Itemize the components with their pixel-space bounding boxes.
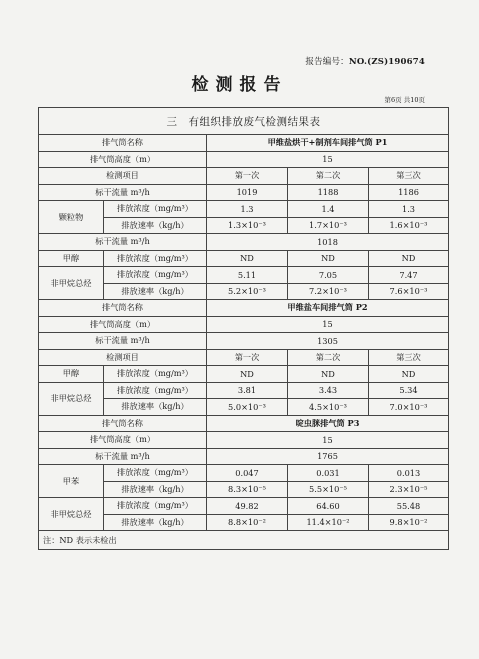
conc-label: 排放浓度（mg/m³） [104, 250, 207, 267]
report-number [305, 55, 425, 67]
stack-name-p2: 甲维盐车间排气筒 P2 [207, 300, 449, 317]
conc-label: 排放浓度（mg/m³） [104, 267, 207, 284]
stack-height-p2: 15 [207, 316, 449, 333]
stack-name-label: 排气筒名称 [39, 300, 207, 317]
stack-name-p3: 啶虫脒排气筒 P3 [207, 415, 449, 432]
stack-height-p3: 15 [207, 432, 449, 449]
table-cell: 1.3×10⁻³ [207, 217, 288, 234]
pollutant-methanol: 甲醇 [39, 250, 104, 267]
table-row [39, 349, 449, 366]
table-row [39, 316, 449, 333]
table-cell: 0.047 [207, 465, 288, 482]
table-cell: 2.3×10⁻⁵ [369, 481, 449, 498]
table-cell: 1.6×10⁻³ [369, 217, 449, 234]
run3-header: 第三次 [369, 168, 449, 185]
footnote: 注：ND 表示未检出 [39, 531, 449, 550]
results-table [38, 107, 449, 550]
table-cell: ND [288, 250, 369, 267]
table-cell: 0.013 [369, 465, 449, 482]
std-flow-label: 标干流量 m³/h [39, 333, 207, 350]
table-cell: 5.34 [369, 382, 449, 399]
table-row [39, 448, 449, 465]
run3-header: 第三次 [369, 349, 449, 366]
pollutant-nmhc: 非甲烷总烃 [39, 498, 104, 531]
table-cell: 1.4 [288, 201, 369, 218]
run1-header: 第一次 [207, 168, 288, 185]
table-cell: 7.6×10⁻³ [369, 283, 449, 300]
table-cell: 1.3 [207, 201, 288, 218]
stack-name-label: 排气筒名称 [39, 135, 207, 152]
table-row [39, 267, 449, 284]
rate-label: 排放速率（kg/h） [104, 514, 207, 531]
table-row [39, 250, 449, 267]
table-cell: 1188 [288, 184, 369, 201]
table-cell: 7.47 [369, 267, 449, 284]
stack-height-label: 排气筒高度（m） [39, 316, 207, 333]
page-title: 检测报告 [191, 75, 288, 95]
report-number-label: 报告编号： [305, 57, 349, 67]
table-cell: ND [369, 250, 449, 267]
table-row [39, 151, 449, 168]
table-cell: 5.5×10⁻⁵ [288, 481, 369, 498]
conc-label: 排放浓度（mg/m³） [104, 382, 207, 399]
test-item-label: 检测项目 [39, 168, 207, 185]
conc-label: 排放浓度（mg/m³） [104, 201, 207, 218]
table-cell: 1186 [369, 184, 449, 201]
table-row [39, 201, 449, 218]
table-cell: 64.60 [288, 498, 369, 515]
test-item-label: 检测项目 [39, 349, 207, 366]
stack-height-p1: 15 [207, 151, 449, 168]
table-row [39, 135, 449, 152]
table-row [39, 498, 449, 515]
stack-name-p1: 甲维盐烘干+制剂车间排气筒 P1 [207, 135, 449, 152]
std-flow-label: 标干流量 m³/h [39, 448, 207, 465]
table-row [39, 415, 449, 432]
std-flow-label: 标干流量 m³/h [39, 234, 207, 251]
run1-header: 第一次 [207, 349, 288, 366]
table-cell: 55.48 [369, 498, 449, 515]
table-cell: 11.4×10⁻² [288, 514, 369, 531]
run2-header: 第二次 [288, 168, 369, 185]
stack-height-label: 排气筒高度（m） [39, 432, 207, 449]
table-cell: 1.7×10⁻³ [288, 217, 369, 234]
conc-label: 排放浓度（mg/m³） [104, 465, 207, 482]
table-row [39, 366, 449, 383]
table-row [39, 382, 449, 399]
table-cell: 8.3×10⁻⁵ [207, 481, 288, 498]
table-row [39, 465, 449, 482]
table-cell: 7.0×10⁻³ [369, 399, 449, 416]
table-row [39, 168, 449, 185]
table-cell: ND [207, 366, 288, 383]
pollutant-nmhc: 非甲烷总烃 [39, 382, 104, 415]
pollutant-methanol: 甲醇 [39, 366, 104, 383]
table-cell: 1018 [207, 234, 449, 251]
rate-label: 排放速率（kg/h） [104, 399, 207, 416]
table-cell: 9.8×10⁻² [369, 514, 449, 531]
table-row [39, 234, 449, 251]
table-cell: 5.0×10⁻³ [207, 399, 288, 416]
table-cell: ND [207, 250, 288, 267]
table-cell: 1765 [207, 448, 449, 465]
table-cell: 3.81 [207, 382, 288, 399]
table-cell: 0.031 [288, 465, 369, 482]
table-cell: 8.8×10⁻² [207, 514, 288, 531]
stack-name-label: 排气筒名称 [39, 415, 207, 432]
conc-label: 排放浓度（mg/m³） [104, 366, 207, 383]
section-title: 三 有组织排放废气检测结果表 [39, 108, 449, 135]
table-cell: 1019 [207, 184, 288, 201]
table-cell: 3.43 [288, 382, 369, 399]
conc-label: 排放浓度（mg/m³） [104, 498, 207, 515]
report-number-value: NO.(ZS)190674 [348, 57, 425, 67]
table-row [39, 184, 449, 201]
page-info: 第6页 共10页 [384, 96, 425, 104]
pollutant-nmhc: 非甲烷总烃 [39, 267, 104, 300]
table-cell: ND [288, 366, 369, 383]
table-cell: 1305 [207, 333, 449, 350]
table-cell: 7.2×10⁻³ [288, 283, 369, 300]
pollutant-toluene: 甲苯 [39, 465, 104, 498]
pollutant-particulate: 颗粒物 [39, 201, 104, 234]
run2-header: 第二次 [288, 349, 369, 366]
table-cell: ND [369, 366, 449, 383]
table-row [39, 432, 449, 449]
rate-label: 排放速率（kg/h） [104, 283, 207, 300]
table-cell: 49.82 [207, 498, 288, 515]
stack-height-label: 排气筒高度（m） [39, 151, 207, 168]
table-row [39, 108, 449, 135]
table-cell: 5.2×10⁻³ [207, 283, 288, 300]
rate-label: 排放速率（kg/h） [104, 217, 207, 234]
table-row [39, 531, 449, 550]
table-row [39, 333, 449, 350]
rate-label: 排放速率（kg/h） [104, 481, 207, 498]
std-flow-label: 标干流量 m³/h [39, 184, 207, 201]
table-cell: 1.3 [369, 201, 449, 218]
table-row [39, 300, 449, 317]
table-cell: 4.5×10⁻³ [288, 399, 369, 416]
table-cell: 5.11 [207, 267, 288, 284]
table-cell: 7.05 [288, 267, 369, 284]
